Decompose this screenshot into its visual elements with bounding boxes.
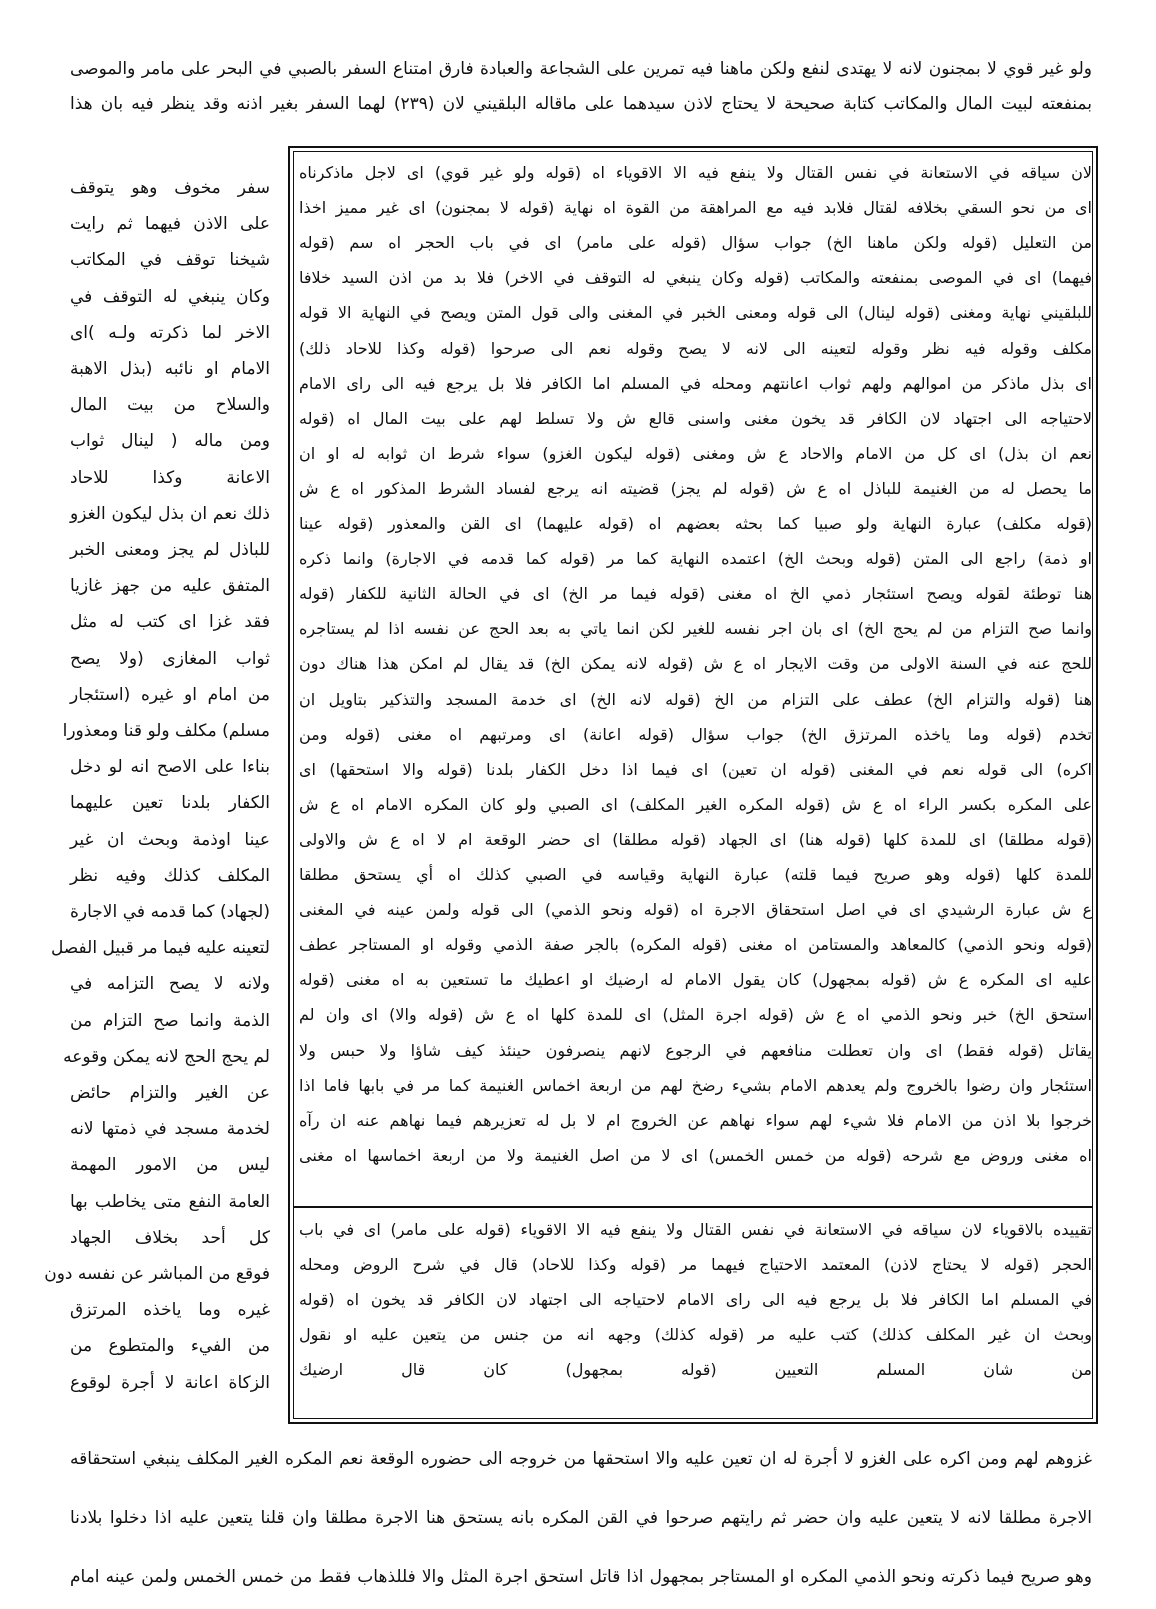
commentary-line: اى من نحو السقي بخلافه لقتال فلابد فيه مع المراهقة من القوة اه نهاية (قوله لا بمجنون) اى غير مميز اخذا <box>299 198 1092 218</box>
left-column-line: ليس من الامور المهمة <box>70 1155 270 1176</box>
left-column-line: كل أحد بخلاف الجهاد <box>70 1227 270 1248</box>
left-column-line: لخدمة مسجد في ذمتها لانه <box>70 1119 270 1140</box>
commentary-line: لاحتياجه الى اجتهاد لان الكافر قد يخون مغنى واسنى قالع ش ولا تسلط لهم على بيت المال اه (قوله <box>299 408 1092 428</box>
left-column-line: من امام او غيره (استئجار <box>70 684 270 705</box>
commentary-line: مكلف وقوله فيه نظر وقوله لتعينه الى لانه لا يصح وقوله نعم الى صرحوا (قوله وكذا للاحاد ذلك) <box>299 338 1092 358</box>
commentary-line: اكره) الى قوله نعم في المغنى (قوله ان تعين) اى فيما اذا دخل الكفار بلدنا (قوله والا استحقها) اى <box>299 759 1092 779</box>
commentary-line: هنا (قوله والتزام الخ) عطف على التزام من الخ (قوله لانه الخ) اى خدمة المسجد والتذكير بتاويل ان <box>299 689 1092 709</box>
left-column-line: ومن ماله ( لينال ثواب <box>70 431 270 452</box>
commentary-note-line: من شان المسلم التعيين (قوله بمجهول) كان قال ارضيك <box>299 1360 1092 1379</box>
left-column-line: بناءا على الاصح انه لو دخل <box>70 757 270 778</box>
left-column-line: على الاذن فيهما ثم رايت <box>70 214 270 235</box>
left-column-line: شيخنا توقف في المكاتب <box>70 250 270 271</box>
left-column-line: فوقع من المباشر عن نفسه دون <box>44 1264 270 1284</box>
commentary-line: نعم ان بذل) اى كل من الامام والاحاد ع ش ومغنى (قوله ليكون الغزو) سواء شرط ان ثوابه له او ان <box>299 443 1092 463</box>
left-column-line: العامة النفع متى يخاطب بها <box>70 1191 270 1212</box>
left-column-line: مسلم) مكلف ولو قنا ومعذورا <box>62 721 270 741</box>
left-column-line: المتفق عليه من جهز غازيا <box>70 576 270 597</box>
commentary-line: تخدم (قوله وما ياخذه المرتزق الخ) جواب سؤال (قوله اعانة) اى ومرتبهم اه مغنى (قوله ومن <box>299 724 1092 744</box>
commentary-line: (قوله ونحو الذمي) كالمعاهد والمستامن اه مغنى (قوله المكره) بالجر صفة الذمي وقوله او المستاجر عطف <box>299 935 1092 955</box>
commentary-line: للبلقيني نهاية ومغنى (قوله لينال) الى قوله ومعنى الخبر في المغنى والى قول المتن ويصح في النهاية الا قوله <box>299 303 1092 323</box>
commentary-line: وانما صح التزام من لم يحج الخ) اى بان اجر نفسه للغير لكن انما ياتي به بعد الحج عن نفسه اذا لم يستاجره <box>299 619 1092 639</box>
left-column-line: الاخر لما ذكرته ولـه )اى <box>70 322 270 343</box>
left-column-line: عن الغير والتزام حائض <box>70 1083 270 1103</box>
commentary-line: اى بذل ماذكر من اموالهم ولهم ثواب اعانتهم ومحله في المسلم اما الكافر فلا بل يرجع فيه الى راى الامام <box>299 373 1092 393</box>
commentary-line: استئجار وان رضوا بالخروج ولم يعدهم الامام بشيء رضخ لهم من اربعة اخماس الغنيمة كما مر في بابها فاما اذا <box>299 1075 1092 1095</box>
commentary-line: ما يحصل له من الغنيمة للباذل اه ع ش (قوله لم يجز) قضيته انه يرجع لفساد الشرط المذكور اه ع ش <box>299 478 1092 498</box>
top-text-line: ولو غير قوي لا بمجنون لانه لا يهتدى لنفع ولكن ماهنا فيه تمرين على الشجاعة والعبادة فارق امتناع السفر بالصبي في البحر على مامر والموصى <box>70 59 1092 79</box>
left-column-line: ثواب المغازى (ولا يصح <box>70 648 270 669</box>
commentary-line: خرجوا بلا اذن من الامام فلا شيء لهم سواء نهاهم عن الخروج ام لا بل له تعزيرهم فيما نهاهم عنه ان رآه <box>299 1110 1092 1130</box>
commentary-note-line: وبحث ان غير المكلف كذلك) كتب عليه مر (قوله كذلك) وجهه انه من جنس من يتعين عليه او نقول <box>299 1325 1092 1344</box>
commentary-line: او ذمة) راجع الى المتن (قوله وبحث الخ) اعتمده النهاية كما مر (قوله كما قدمه في الاجارة) وانما ذكره <box>299 549 1092 569</box>
left-column-line: ولانه لا يصح التزامه في <box>70 974 270 995</box>
left-column-line: من الفيء والمتطوع من <box>70 1336 270 1357</box>
bottom-text-line: وهو صريح فيما ذكرته ونحو الذمي المكره او المستاجر بمجهول اذا قاتل استحق اجرة المثل والا فللذهاب فقط من خمس الخمس ولمن عينه امام <box>70 1567 1092 1587</box>
commentary-line: عليه اى المكره ع ش (قوله بمجهول) كان يقول الامام له ارضيك او اعطيك ما تستعين به اه مغنى (قوله <box>299 970 1092 990</box>
left-column-line: الاعانة وكذا للاحاد <box>70 467 270 488</box>
commentary-line: استحق الخ) خبر ونحو الذمي اه ع ش (قوله اجرة المثل) اى للمدة كلها اه ع ش (قوله والا) اى وان لم <box>299 1005 1092 1025</box>
left-column-line: الذمة وانما صح التزام من <box>70 1010 270 1031</box>
left-column-line: ذلك نعم ان بذل ليكون الغزو <box>70 503 270 524</box>
commentary-note-line: تقييده بالاقوياء لان سياقه في الاستعانة في نفس القتال ولا ينفع فيه الا الاقوياء (قوله على مامر) اى في باب <box>299 1220 1092 1239</box>
left-column-line: فقد غزا اى كتب له مثل <box>70 612 270 633</box>
commentary-line: ع ش عبارة الرشيدي اى في اصل استحقاق الاجرة اه (قوله ونحو الذمي) الى قوله ولمن عينه في المغنى <box>299 900 1092 920</box>
commentary-line: (قوله مكلف) عبارة النهاية ولو صبيا كما بحثه بعضهم اه (قوله عليهما) اى القن والمعذور (قوله عينا <box>299 514 1092 533</box>
commentary-line: لان سياقه في الاستعانة في نفس القتال ولا ينفع فيه الا الاقوياء اه (قوله ولو غير قوي) اى لاجل ماذكرناه <box>299 163 1092 182</box>
left-column-line: الزكاة اعانة لا أجرة لوقوع <box>70 1372 270 1393</box>
commentary-line: فيهما) اى في الموصى بمنفعته والمكاتب (قوله وكان ينبغي له التوقف في الاخر) فلا بد من اذن السيد خلافا <box>299 268 1092 288</box>
left-column-line: عينا اوذمة وبحث ان غير <box>70 829 270 850</box>
commentary-note-line: الحجر (قوله لا يحتاج لاذن) المعتمد الاحتياج فيهما مر (قوله وكذا للاحاد) قال في شرح الروض ومحله <box>299 1255 1092 1274</box>
left-column-line: الامام او نائبه (بذل الاهبة <box>70 359 270 379</box>
commentary-line: على المكره بكسر الراء اه ع ش (قوله المكره الغير المكلف) اى الصبي ولو كان المكره الامام اه ع ش <box>299 794 1092 814</box>
top-text-line: بمنفعته لبيت المال والمكاتب كتابة صحيحة لا يحتاج لاذن سيدهما على ماقاله البلقيني لان (٢٣٩) لهما السفر بغير اذنه وقد ينظر فيه بان هذا <box>70 94 1092 114</box>
bottom-text-line: الاجرة مطلقا لانه لا يتعين عليه وان حضر ثم رايتهم صرحوا في القن المكره بانه يستحق هنا الاجرة مطلقا وان قلنا يتعين عليه اذا دخلوا بلادنا <box>70 1508 1092 1528</box>
bottom-text-line: غزوهم لهم ومن اكره على الغزو لا أجرة له ان تعين عليه والا استحقها من خروجه الى حضوره الوقعة نعم المكره الغير المكلف ينبغي استحقاقه <box>70 1449 1092 1469</box>
commentary-divider <box>293 1206 1093 1208</box>
commentary-line: اه مغنى وروض مع شرحه (قوله من خمس الخمس) اى لا من اصل الغنيمة ولا من اربعة اخماسها اه مغنى <box>299 1145 1092 1165</box>
left-column-line: والسلاح من بيت المال <box>70 395 270 416</box>
left-column-line: لتعينه عليه فيما مر قبيل الفصل <box>50 938 270 959</box>
left-column-line: سفر مخوف وهو يتوقف <box>70 178 270 198</box>
commentary-note-line: في المسلم اما الكافر فلا بل يرجع فيه الى راى الامام لاحتياجه الى اجتهاد لان الكافر قد يخون اه (قوله <box>299 1290 1092 1309</box>
commentary-line: من التعليل (قوله ولكن ماهنا الخ) جواب سؤال (قوله على مامر) اى في باب الحجر اه سم (قوله <box>299 233 1092 253</box>
left-column-line: (لجهاد) كما قدمه في الاجارة <box>70 902 270 922</box>
commentary-line: (قوله مطلقا) اى للمدة كلها (قوله هنا) اى الجهاد (قوله مطلقا) اى حضر الوقعة ام لا اه ع ش والاولى <box>299 829 1092 849</box>
left-column-line: غيره وما ياخذه المرتزق <box>70 1300 270 1321</box>
commentary-line: يقاتل (قوله فقط) اى وان تعطلت منافعهم في الرجوع لانهم ينصرفون حينئذ كيف شاؤا ولا حبس ولا <box>299 1040 1092 1060</box>
commentary-line: للحج عنه في السنة الاولى من وقت الايجار اه ع ش (قوله لانه يمكن الخ) قد يقال لم امكن هذا هناك دون <box>299 654 1092 674</box>
left-column-line: المكلف كذلك وفيه نظر <box>70 865 270 886</box>
commentary-line: هنا توطئة لقوله ويصح استئجار ذمي الخ اه مغنى (قوله فيما مر الخ) اى في الحالة الثانية للكفار (قوله <box>299 584 1092 604</box>
left-column-line: وكان ينبغي له التوقف في <box>70 286 270 307</box>
left-column-line: للباذل لم يجز ومعنى الخبر <box>70 540 270 560</box>
left-column-line: الكفار بلدنا تعين عليهما <box>70 793 270 814</box>
left-column-line: لم يحج الحج لانه يمكن وقوعه <box>63 1046 270 1067</box>
commentary-line: للمدة كلها (قوله وهو صريح فيما قلته) عبارة النهاية وقياسه في الصبي كذلك اه أي يستحق مطلقا <box>299 865 1092 884</box>
